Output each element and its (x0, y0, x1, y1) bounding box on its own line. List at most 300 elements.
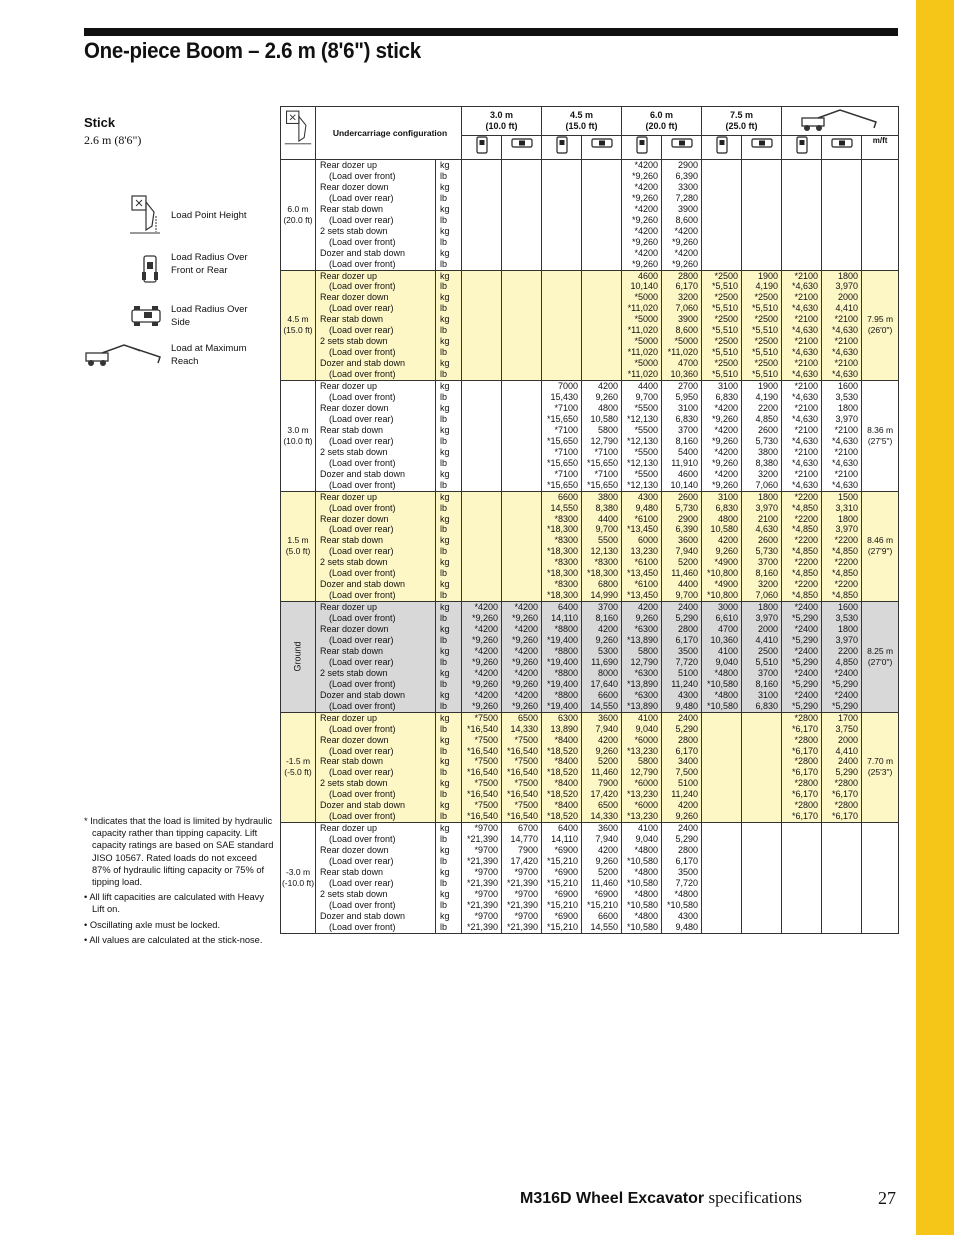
load-radius-side-icon (751, 136, 773, 150)
capacity-cell-r60f (622, 270, 662, 381)
config-label: (Load over front) (329, 921, 396, 932)
unit-label: kg (440, 247, 450, 258)
max-reach-cell (862, 160, 899, 271)
capacity-cell-maxf (782, 491, 822, 602)
capacity-cell-r45f (542, 712, 582, 823)
capacity-cell-r60s (662, 381, 702, 492)
capacity-cell-r30s (502, 160, 542, 271)
capacity-cell-r60f (622, 602, 662, 713)
capacity-values: 1800 3,970 2000 4,410 *2100 *4,630 *2100 *4,630 *2100 *4,630 (832, 270, 859, 380)
unit-label: lb (440, 590, 448, 601)
unit-label: lb (440, 413, 448, 424)
config-label: Rear dozer up (320, 381, 378, 392)
capacity-values: *2100 *4,630 *2100 *4,630 *2100 *4,630 *2100 *4,630 *2100 *4,630 (792, 270, 819, 380)
config-label: Rear dozer up (320, 270, 378, 281)
load-point-height-icon (283, 107, 313, 147)
legend-text: Load Radius Over Front or Rear (171, 252, 248, 276)
config-label: Dozer and stab down (320, 689, 406, 700)
config-label: Rear dozer down (320, 292, 389, 303)
capacity-cell-r30f (462, 160, 502, 271)
unit-label: lb (440, 392, 448, 403)
max-reach-cell: 7.95 m (26'0") (862, 270, 899, 381)
unit-label: kg (440, 314, 450, 325)
footnote: • All values are calculated at the stick-nose. (84, 934, 263, 945)
footnote: • Oscillating axle must be locked. (84, 919, 221, 930)
config-label: (Load over front) (329, 502, 396, 513)
config-label: (Load over front) (329, 479, 396, 490)
capacity-cell-r60s (662, 712, 702, 823)
side-icon-cell (742, 136, 782, 160)
config-label: (Load over front) (329, 899, 396, 910)
capacity-cell-maxf (782, 270, 822, 381)
unit-label: kg (440, 800, 450, 811)
config-label: Dozer and stab down (320, 358, 406, 369)
unit-label: kg (440, 778, 450, 789)
height-cell: -1.5 m (-5.0 ft) (281, 712, 316, 823)
radius-header-7-5m: 7.5 m (25.0 ft) (702, 107, 782, 136)
capacity-values: *2100 *4,630 *2100 *4,630 *2100 *4,630 *2100 *4,630 *2100 *4,630 (792, 381, 819, 490)
unit-label: kg (440, 336, 450, 347)
unit-label: lb (440, 856, 448, 867)
capacity-cell-r45f (542, 160, 582, 271)
unit-label: lb (440, 281, 448, 292)
legend-text: Load Point Height (171, 210, 247, 221)
unit-cell (436, 712, 462, 823)
config-label: 2 sets stab down (320, 888, 388, 899)
unit-label: lb (440, 325, 448, 336)
capacity-cell-r45s (582, 712, 622, 823)
unit-label: kg (440, 491, 450, 502)
capacity-cell-maxs (822, 160, 862, 271)
capacity-cell-maxs (822, 270, 862, 381)
unit-label: lb (440, 258, 448, 269)
load-radius-side-icon (128, 304, 168, 328)
capacity-cell-r75s (742, 381, 782, 492)
capacity-values: 2600 5,730 2900 6,390 3600 7,940 5200 11,460 4400 9,700 (671, 491, 699, 601)
config-label: 2 sets stab down (320, 446, 388, 457)
config-label: Rear dozer up (320, 602, 378, 613)
capacity-cell-r45f (542, 491, 582, 602)
config-label: Dozer and stab down (320, 247, 406, 258)
unit-label: lb (440, 613, 448, 624)
capacity-values: *9700 *21,390 *9700 *21,390 *9700 *21,390 *9700 *21,390 *9700 *21,390 (466, 823, 498, 932)
config-label: Rear dozer down (320, 845, 389, 856)
capacity-cell-r75s (742, 160, 782, 271)
capacity-values: 3100 6,830 *4200 *9,260 *4200 *9,260 *4200 *9,260 *4200 *9,260 (712, 381, 739, 490)
capacity-values: 6400 14,110 *6900 *15,210 *6900 *15,210 *6900 *15,210 *6900 *15,210 (546, 823, 579, 932)
config-label: (Load over front) (329, 236, 396, 247)
unit-label: kg (440, 823, 450, 834)
config-label: Rear stab down (320, 424, 384, 435)
unit-label: kg (440, 446, 450, 457)
config-label: (Load over front) (329, 281, 396, 292)
config-label: Rear dozer down (320, 181, 389, 192)
capacity-cell-r60f (622, 160, 662, 271)
unit-cell (436, 381, 462, 492)
config-label: (Load over rear) (329, 767, 394, 778)
capacity-cell-maxf (782, 602, 822, 713)
capacity-values: 6500 14,330 *7500 *16,540 *7500 *16,540 *7500 *16,540 *7500 *16,540 (506, 712, 539, 822)
unit-label: kg (440, 624, 450, 635)
config-label: (Load over front) (329, 811, 396, 822)
unit-label: lb (440, 347, 448, 358)
config-cell (316, 270, 436, 381)
capacity-values: *4200 *9,260 *4200 *9,260 *4200 *9,260 *4200 *9,260 *4200 *9,260 (471, 602, 498, 711)
capacity-cell-maxf (782, 381, 822, 492)
capacity-cell-r45f (542, 381, 582, 492)
capacity-cell-r75f (702, 602, 742, 713)
capacity-values: 4100 9,040 *4800 *10,580 *4800 *10,580 *4800 *10,580 *4800 *10,580 (627, 823, 659, 932)
capacity-cell-r60s (662, 491, 702, 602)
capacity-values: 4400 9,700 *5500 *12,130 *5500 *12,130 *5500 *12,130 *5500 *12,130 (627, 381, 659, 490)
footer-title (520, 1188, 802, 1208)
capacity-values: 1800 3,970 2000 4,410 2500 5,510 3700 8,160 3100 6,830 (755, 602, 779, 711)
config-label: (Load over front) (329, 834, 396, 845)
capacity-values: 6700 14,770 7900 17,420 *9700 *21,390 *9700 *21,390 *9700 *21,390 (506, 823, 539, 932)
config-label: 2 sets stab down (320, 225, 388, 236)
load-radius-side-icon (671, 136, 693, 150)
capacity-values: *2500 *5,510 *2500 *5,510 *2500 *5,510 *2500 *5,510 *2500 *5,510 (712, 270, 739, 380)
config-label: Rear stab down (320, 203, 384, 214)
radius-header-3m: 3.0 m (10.0 ft) (462, 107, 542, 136)
unit-label: kg (440, 513, 450, 524)
capacity-cell-r75s (742, 602, 782, 713)
capacity-values: 3100 6,830 4800 10,580 4200 9,260 *4900 *10,800 *4900 *10,800 (707, 491, 739, 601)
page-number: 27 (878, 1188, 896, 1208)
load-radius-side-icon (591, 136, 613, 150)
capacity-cell-r75f (702, 712, 742, 823)
config-label: (Load over rear) (329, 303, 394, 314)
config-label: (Load over rear) (329, 546, 394, 557)
load-radius-front-rear-icon (128, 252, 162, 288)
capacity-values: 2400 5,290 2800 6,170 3500 7,720 *4800 *10,580 4300 9,480 (667, 823, 699, 932)
unit-label: lb (440, 457, 448, 468)
table-row (281, 602, 899, 713)
unit-label: lb (440, 700, 448, 711)
capacity-cell-r75s (742, 823, 782, 934)
capacity-cell-r75s (742, 491, 782, 602)
unit-label: lb (440, 899, 448, 910)
unit-label: lb (440, 678, 448, 689)
capacity-values: *2800 *6,170 *2800 *6,170 *2800 *6,170 *2800 *6,170 *2800 *6,170 (792, 712, 819, 822)
config-label: Rear dozer down (320, 513, 389, 524)
footer-suffix: specifications (708, 1188, 802, 1207)
header-height-icon-cell (281, 107, 316, 160)
unit-label: lb (440, 192, 448, 203)
radius-header-6m: 6.0 m (20.0 ft) (622, 107, 702, 136)
unit-cell (436, 270, 462, 381)
max-reach-cell: 8.25 m (27'0") (862, 602, 899, 713)
footnotes (84, 815, 276, 949)
config-label: Dozer and stab down (320, 579, 406, 590)
height-cell (281, 602, 316, 713)
config-label: (Load over front) (329, 457, 396, 468)
load-radius-front-rear-icon (635, 136, 649, 154)
capacity-cell-maxf (782, 160, 822, 271)
side-icon-cell (822, 136, 862, 160)
unit-label: kg (440, 424, 450, 435)
max-reach-cell: 7.70 m (25'3") (862, 712, 899, 823)
unit-label: lb (440, 877, 448, 888)
load-radius-side-icon (831, 136, 853, 150)
unit-label: lb (440, 811, 448, 822)
capacity-values: 1500 3,310 1800 3,970 *2200 *4,850 *2200 *4,850 *2200 *4,850 (832, 491, 859, 601)
height-cell: 6.0 m (20.0 ft) (281, 160, 316, 271)
unit-label: lb (440, 479, 448, 490)
capacity-values: 4200 9,260 *6300 *13,890 5800 12,790 *6300 *13,890 *6300 *13,890 (627, 602, 659, 711)
capacity-values: 1600 3,530 1800 3,970 *2100 *4,630 *2100 *4,630 *2100 *4,630 (832, 381, 859, 490)
capacity-cell-r30s (502, 712, 542, 823)
table-row (281, 270, 899, 381)
config-label: (Load over rear) (329, 524, 394, 535)
config-label: Dozer and stab down (320, 910, 406, 921)
config-label: (Load over front) (329, 170, 396, 181)
capacity-cell-r45s (582, 823, 622, 934)
unit-label: lb (440, 834, 448, 845)
unit-label: kg (440, 160, 450, 170)
capacity-cell-r75s (742, 270, 782, 381)
capacity-cell-r30s (502, 270, 542, 381)
unit-label: lb (440, 789, 448, 800)
capacity-values: 6600 14,550 *8300 *18,300 *8300 *18,300 *8300 *18,300 *8300 *18,300 (546, 491, 579, 601)
unit-label: lb (440, 568, 448, 579)
config-label: Rear dozer up (320, 712, 378, 723)
config-cell (316, 491, 436, 602)
capacity-values: 2400 5,290 2800 6,170 3400 7,500 5100 11,240 4200 9,260 (671, 712, 699, 822)
unit-label: kg (440, 381, 450, 392)
capacity-values: 2900 6,390 3300 7,280 3900 8,600 *4200 *9,260 *4200 *9,260 (672, 160, 699, 269)
config-label: (Load over front) (329, 613, 396, 624)
unit-label: kg (440, 845, 450, 856)
unit-label: kg (440, 225, 450, 236)
capacity-cell-maxs (822, 823, 862, 934)
front-icon-cell (622, 136, 662, 160)
load-point-height-icon (128, 192, 162, 236)
config-label: (Load over front) (329, 700, 396, 711)
config-label: (Load over front) (329, 347, 396, 358)
capacity-values: 1800 3,970 2100 4,630 2600 5,730 3700 8,160 3200 7,060 (755, 491, 779, 601)
capacity-cell-r45s (582, 602, 622, 713)
capacity-cell-r60s (662, 823, 702, 934)
config-label: Dozer and stab down (320, 800, 406, 811)
config-label: Rear dozer down (320, 734, 389, 745)
capacity-values: 2400 5,290 2800 6,170 3500 7,720 5100 11,240 4300 9,480 (671, 602, 699, 711)
table-row (281, 823, 899, 934)
unit-label: kg (440, 867, 450, 877)
max-reach-cell: 8.46 m (27'9") (862, 491, 899, 602)
config-label: (Load over rear) (329, 325, 394, 336)
unit-label: kg (440, 468, 450, 479)
config-label: Rear stab down (320, 535, 384, 546)
capacity-cell-r75f (702, 381, 742, 492)
config-label: (Load over front) (329, 590, 396, 601)
front-icon-cell (702, 136, 742, 160)
capacity-cell-r30f (462, 270, 502, 381)
unit-label: kg (440, 270, 450, 281)
capacity-values: 6300 13,890 *8400 *18,520 *8400 *18,520 *8400 *18,520 *8400 *18,520 (546, 712, 579, 822)
capacity-cell-r30s (502, 381, 542, 492)
side-icon-cell (502, 136, 542, 160)
footnote: * Indicates that the load is limited by hydraulic capacity rather than tipping capacity. Lift capacity ratings are based on SAE standard JISO 10567. Rated loads do not exceed 87% of hydraulic lifting capacity or 75% of tipping load. (84, 816, 274, 888)
capacity-cell-r30f (462, 381, 502, 492)
yellow-sidebar (916, 0, 954, 1235)
front-icon-cell (462, 136, 502, 160)
capacity-values: 1900 4,190 *2500 *5,510 *2500 *5,510 *2500 *5,510 *2500 *5,510 (752, 270, 779, 380)
height-cell: 1.5 m (5.0 ft) (281, 491, 316, 602)
config-label: Rear dozer up (320, 160, 378, 170)
capacity-values: 1600 3,530 1800 3,970 2200 4,850 *2400 *5,290 *2400 *5,290 (832, 602, 859, 711)
capacity-values: *2400 *5,290 *2400 *5,290 *2400 *5,290 *2400 *5,290 *2400 *5,290 (792, 602, 819, 711)
table-row (281, 712, 899, 823)
capacity-values: 1900 4,190 2200 4,850 2600 5,730 3800 8,380 3200 7,060 (755, 381, 779, 490)
capacity-cell-r60s (662, 270, 702, 381)
top-rule (84, 28, 898, 36)
radius-header-4-5m: 4.5 m (15.0 ft) (542, 107, 622, 136)
unit-label: kg (440, 602, 450, 613)
capacity-cell-r45f (542, 823, 582, 934)
config-label: (Load over rear) (329, 634, 394, 645)
capacity-cell-r45s (582, 160, 622, 271)
config-label: 2 sets stab down (320, 667, 388, 678)
capacity-values: 4200 9,260 4800 10,580 5800 12,790 *7100 *15,650 *7100 *15,650 (587, 381, 619, 490)
capacity-values: 3700 8,160 4200 9,260 5300 11,690 8000 17,640 6600 14,550 (590, 602, 619, 711)
config-label: Rear stab down (320, 756, 384, 767)
config-label: Rear dozer up (320, 823, 378, 834)
max-reach-cell: 8.36 m (27'5") (862, 381, 899, 492)
unit-cell (436, 602, 462, 713)
unit-label: lb (440, 921, 448, 932)
unit-label: lb (440, 656, 448, 667)
capacity-values: 3800 8,380 4400 9,700 5500 12,130 *8300 *18,300 6800 14,990 (587, 491, 619, 601)
config-cell (316, 602, 436, 713)
config-label: (Load over front) (329, 392, 396, 403)
config-label: (Load over front) (329, 369, 396, 380)
legend-text: Load Radius Over Side (171, 304, 248, 328)
unit-label: kg (440, 292, 450, 303)
config-label: (Load over front) (329, 723, 396, 734)
capacity-cell-r45f (542, 602, 582, 713)
footer-model: M316D Wheel Excavator (520, 1190, 705, 1207)
height-cell: 4.5 m (15.0 ft) (281, 270, 316, 381)
capacity-cell-r75f (702, 270, 742, 381)
front-icon-cell (782, 136, 822, 160)
unit-label: kg (440, 535, 450, 546)
stick-label: Stick (84, 115, 116, 130)
config-label: Rear dozer down (320, 624, 389, 635)
unit-label: kg (440, 910, 450, 921)
config-cell (316, 823, 436, 934)
capacity-cell-r60f (622, 823, 662, 934)
capacity-cell-r75f (702, 823, 742, 934)
capacity-cell-maxs (822, 712, 862, 823)
unit-cell (436, 823, 462, 934)
capacity-cell-maxs (822, 602, 862, 713)
config-label: (Load over front) (329, 678, 396, 689)
capacity-cell-r60s (662, 602, 702, 713)
capacity-cell-r75s (742, 712, 782, 823)
capacity-cell-r45s (582, 381, 622, 492)
table-row (281, 160, 899, 271)
capacity-cell-r30f (462, 823, 502, 934)
load-radius-front-rear-icon (475, 136, 489, 154)
config-label: (Load over rear) (329, 192, 394, 203)
capacity-values: 4300 9,480 *6100 *13,450 6000 13,230 *6100 *13,450 *6100 *13,450 (627, 491, 659, 601)
config-label: Rear dozer up (320, 491, 378, 502)
unit-label: kg (440, 734, 450, 745)
capacity-values: 3600 7,940 4200 9,260 5200 11,460 *6900 *15,210 6600 14,550 (587, 823, 619, 932)
config-label: (Load over front) (329, 789, 396, 800)
unit-label: kg (440, 579, 450, 590)
capacity-values: 3600 7,940 4200 9,260 5200 11,460 7900 17,420 6500 14,330 (590, 712, 619, 822)
capacity-cell-r30s (502, 602, 542, 713)
config-label: (Load over rear) (329, 656, 394, 667)
config-label: Rear stab down (320, 314, 384, 325)
unit-label: lb (440, 723, 448, 734)
capacity-values: 4100 9,040 *6000 *13,230 5800 12,790 *6000 *13,230 *6000 *13,230 (627, 712, 659, 822)
max-reach-cell (862, 823, 899, 934)
capacity-cell-r75f (702, 160, 742, 271)
unit-cell (436, 491, 462, 602)
capacity-values: 2800 6,170 3200 7,060 3900 8,600 *5000 *11,020 4700 10,360 (667, 270, 699, 380)
capacity-cell-r30f (462, 712, 502, 823)
unit-label: lb (440, 767, 448, 778)
legend-text: Load at Maximum Reach (171, 343, 247, 367)
capacity-cell-r60f (622, 381, 662, 492)
load-radius-front-rear-icon (715, 136, 729, 154)
config-label: (Load over rear) (329, 745, 394, 756)
load-radius-front-rear-icon (555, 136, 569, 154)
unit-label: kg (440, 712, 450, 723)
unit-label: lb (440, 546, 448, 557)
unit-label: lb (440, 303, 448, 314)
load-radius-front-rear-icon (795, 136, 809, 154)
unit-label: kg (440, 358, 450, 369)
config-label: 2 sets stab down (320, 336, 388, 347)
capacity-cell-maxs (822, 381, 862, 492)
height-label: Ground (292, 641, 303, 672)
config-label: (Load over rear) (329, 856, 394, 867)
unit-label: kg (440, 402, 450, 413)
capacity-cell-r30s (502, 823, 542, 934)
undercarriage-header: Undercarriage configuration (316, 107, 462, 160)
height-cell: 3.0 m (10.0 ft) (281, 381, 316, 492)
max-reach-excavator-icon (795, 108, 885, 132)
load-radius-side-icon (511, 136, 533, 150)
front-icon-cell (542, 136, 582, 160)
config-cell (316, 712, 436, 823)
capacity-cell-r60s (662, 160, 702, 271)
unit-label: kg (440, 645, 450, 656)
unit-label: lb (440, 634, 448, 645)
config-label: (Load over rear) (329, 877, 394, 888)
config-label: (Load over rear) (329, 214, 394, 225)
capacity-cell-r60f (622, 712, 662, 823)
unit-label: lb (440, 369, 448, 380)
capacity-values: 7000 15,430 *7100 *15,650 *7100 *15,650 *7100 *15,650 *7100 *15,650 (546, 381, 579, 490)
table-row (281, 381, 899, 492)
height-cell: -3.0 m (-10.0 ft) (281, 823, 316, 934)
config-label: (Load over rear) (329, 435, 394, 446)
capacity-values: *7500 *16,540 *7500 *16,540 *7500 *16,540 *7500 *16,540 *7500 *16,540 (466, 712, 498, 822)
capacity-values: 3000 6,610 4700 10,360 4100 9,040 *4800 *10,580 *4800 *10,580 (707, 602, 739, 711)
unit-label: lb (440, 236, 448, 247)
capacity-values: 1700 3,750 2000 4,410 2400 5,290 *2800 *6,170 *2800 *6,170 (832, 712, 859, 822)
unit-label: kg (440, 667, 450, 678)
capacity-cell-r45s (582, 270, 622, 381)
unit-label: kg (440, 756, 450, 767)
side-icon-cell (582, 136, 622, 160)
config-label: 2 sets stab down (320, 557, 388, 568)
